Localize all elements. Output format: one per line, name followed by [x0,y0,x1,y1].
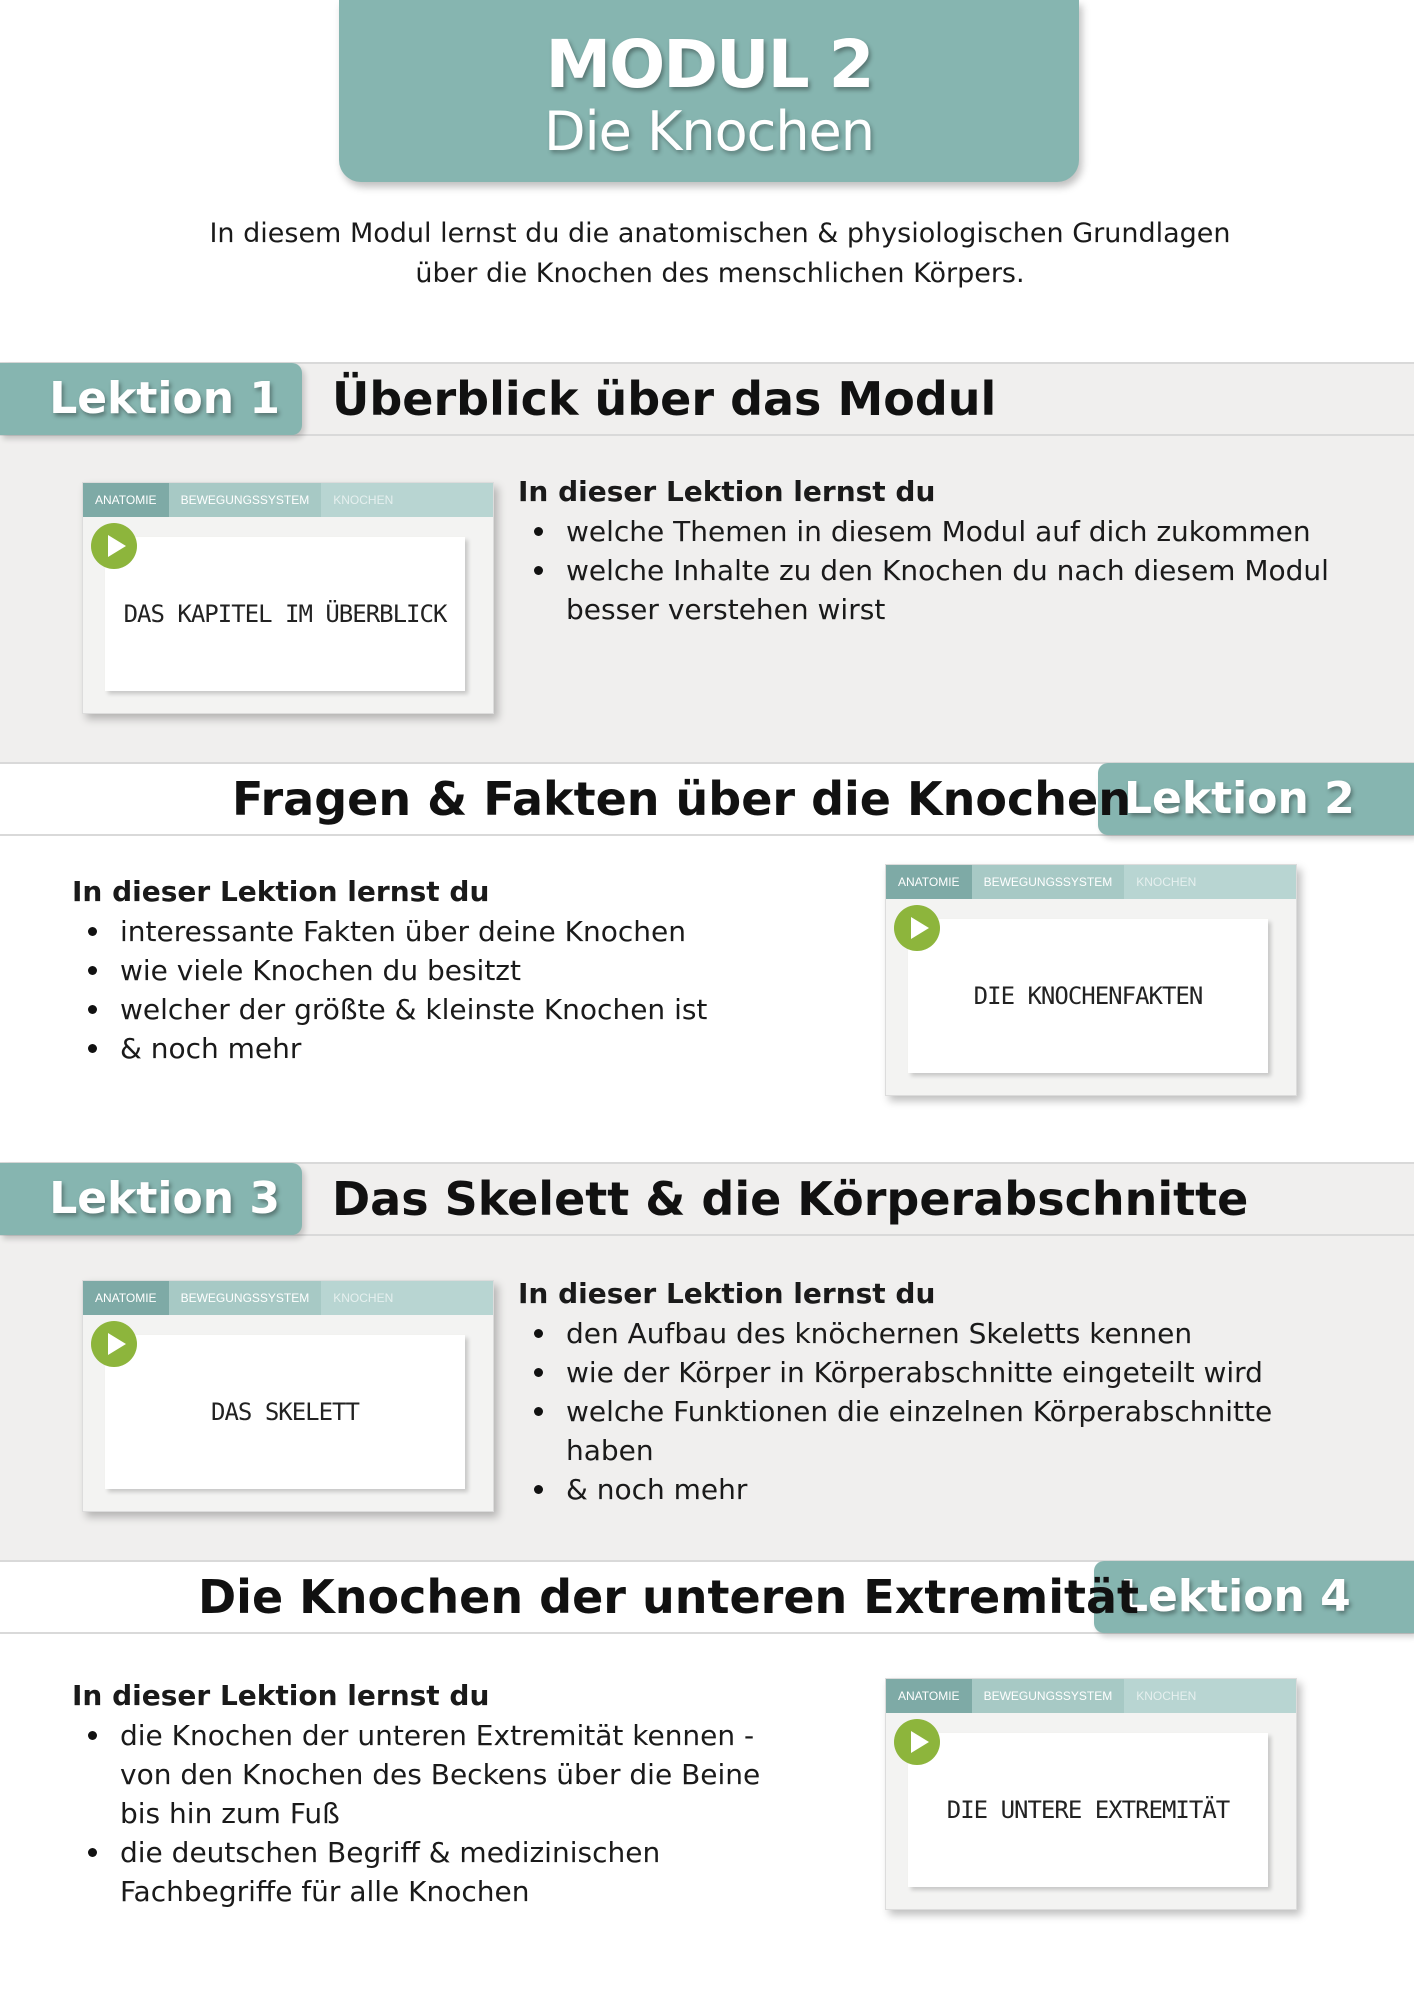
thumbnail-tab-anatomie: ANATOMIE [886,1679,972,1713]
lesson-4-video-thumbnail[interactable] [885,1678,1297,1910]
list-item: die Knochen der unteren Extremität kennen - von den Knochen des Beckens über die Beine bis hin zum Fuß [72,1716,792,1833]
lesson-1-learn-list [518,472,1358,629]
thumbnail-tab-bewegungssystem: BEWEGUNGSSYSTEM [169,483,322,517]
list-item: welche Funktionen die einzelnen Körperabschnitte haben [518,1392,1358,1470]
module-header [339,0,1079,182]
thumbnail-tabs [83,483,493,517]
thumbnail-tab-anatomie: ANATOMIE [83,483,169,517]
list-item: wie der Körper in Körperabschnitte eingeteilt wird [518,1353,1358,1392]
thumbnail-label: DIE UNTERE EXTREMITÄT [908,1733,1268,1887]
intro-line-1: In diesem Modul lernst du die anatomischen & physiologischen Grundlagen [209,218,1231,249]
learn-heading: In dieser Lektion lernst du [518,475,936,508]
lesson-4-badge: Lektion 4 [1094,1561,1414,1633]
thumbnail-tabs [83,1281,493,1315]
play-icon[interactable] [894,905,940,951]
lesson-2-video-thumbnail[interactable] [885,864,1297,1096]
thumbnail-tab-anatomie: ANATOMIE [83,1281,169,1315]
play-icon[interactable] [894,1719,940,1765]
lesson-1-title: Überblick über das Modul [332,372,997,426]
list-item: den Aufbau des knöchernen Skeletts kennen [518,1314,1358,1353]
module-title: MODUL 2 [545,26,873,103]
learn-heading: In dieser Lektion lernst du [518,1277,936,1310]
thumbnail-tabs [886,865,1296,899]
thumbnail-tab-bewegungssystem: BEWEGUNGSSYSTEM [972,1679,1125,1713]
thumbnail-tab-knochen: KNOCHEN [1136,875,1197,889]
lesson-2-learn-list [72,872,852,1068]
thumbnail-label: DAS KAPITEL IM ÜBERBLICK [105,537,465,691]
list-item: welche Themen in diesem Modul auf dich zukommen [518,512,1358,551]
thumbnail-tab-knochen: KNOCHEN [333,1291,394,1305]
lesson-3-video-thumbnail[interactable] [82,1280,494,1512]
play-icon[interactable] [91,523,137,569]
lesson-1-badge: Lektion 1 [0,363,302,435]
list-item: & noch mehr [72,1029,852,1068]
play-icon[interactable] [91,1321,137,1367]
list-item: die deutschen Begriff & medizinischen Fachbegriffe für alle Knochen [72,1833,792,1911]
list-item: & noch mehr [518,1470,1358,1509]
lesson-3-learn-list [518,1274,1358,1509]
lesson-2-badge: Lektion 2 [1098,763,1414,835]
thumbnail-tab-anatomie: ANATOMIE [886,865,972,899]
thumbnail-tabs [886,1679,1296,1713]
list-item: welcher der größte & kleinste Knochen ist [72,990,852,1029]
lesson-4-title: Die Knochen der unteren Extremität [198,1570,1139,1624]
list-item: welche Inhalte zu den Knochen du nach diesem Modul besser verstehen wirst [518,551,1358,629]
learn-heading: In dieser Lektion lernst du [72,1679,490,1712]
lesson-3-title: Das Skelett & die Körperabschnitte [332,1172,1249,1226]
learn-heading: In dieser Lektion lernst du [72,875,490,908]
lesson-3-badge: Lektion 3 [0,1163,302,1235]
module-intro [100,214,1340,294]
thumbnail-tab-knochen: KNOCHEN [1136,1689,1197,1703]
intro-line-2: über die Knochen des menschlichen Körpers. [415,258,1025,289]
thumbnail-tab-bewegungssystem: BEWEGUNGSSYSTEM [169,1281,322,1315]
module-subtitle: Die Knochen [543,100,874,163]
lesson-1-video-thumbnail[interactable] [82,482,494,714]
lesson-2-title: Fragen & Fakten über die Knochen [232,772,1131,826]
thumbnail-tab-bewegungssystem: BEWEGUNGSSYSTEM [972,865,1125,899]
list-item: interessante Fakten über deine Knochen [72,912,852,951]
thumbnail-label: DIE KNOCHENFAKTEN [908,919,1268,1073]
thumbnail-tab-knochen: KNOCHEN [333,493,394,507]
lesson-4-learn-list [72,1676,792,1911]
list-item: wie viele Knochen du besitzt [72,951,852,990]
thumbnail-label: DAS SKELETT [105,1335,465,1489]
